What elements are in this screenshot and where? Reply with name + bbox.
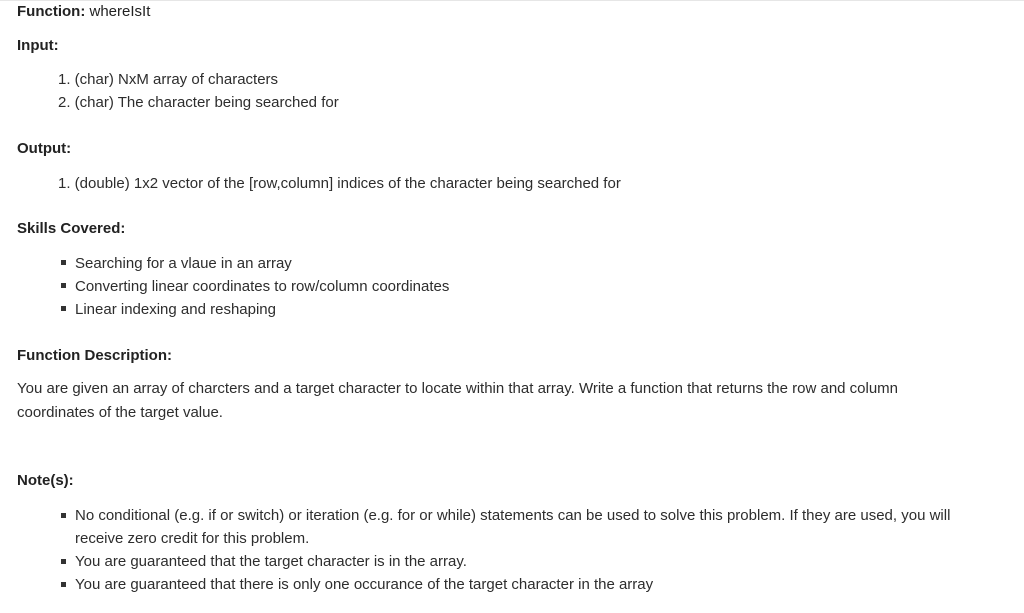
input-heading: Input:: [17, 37, 59, 54]
bullet-icon: [61, 260, 66, 265]
input-item-2: 2. (char) The character being searched for: [58, 94, 339, 111]
bullet-icon: [61, 582, 66, 587]
note-item-3: You are guaranteed that there is only one occurance of the target character in the array: [75, 576, 654, 593]
description-text: You are given an array of charcters and a target character to locate within that array. Write a function that returns the row and column coordinates of the target value.: [17, 380, 899, 421]
note-item-2: You are guaranteed that the target character is in the array.: [75, 553, 467, 570]
skill-item-3: [61, 301, 276, 318]
function-label: Function:: [17, 3, 86, 20]
output-item-1: 1. (double) 1x2 vector of the [row,column] indices of the character being searched for: [58, 175, 621, 192]
bullet-icon: [61, 283, 66, 288]
skill-text-2: Converting linear coordinates to row/column coordinates: [75, 278, 450, 295]
bullet-icon: [61, 513, 66, 518]
skills-heading: Skills Covered:: [17, 220, 126, 237]
input-item-1: 1. (char) NxM array of characters: [58, 71, 279, 88]
skill-item-1: [61, 255, 292, 272]
skill-item-2: [61, 278, 449, 295]
bullet-icon: [61, 306, 66, 311]
skill-text-1: Searching for a vlaue in an array: [75, 255, 292, 272]
notes-heading: Note(s):: [17, 472, 74, 489]
skill-text-3: Linear indexing and reshaping: [75, 301, 276, 318]
function-line: [17, 3, 150, 20]
bullet-icon: [61, 559, 66, 564]
output-heading: Output:: [17, 140, 72, 157]
description-heading: Function Description:: [17, 347, 172, 364]
function-name: whereIsIt: [89, 3, 151, 20]
note-item-1: No conditional (e.g. if or switch) or iteration (e.g. for or while) statements can be used to solve this problem. If they are used, you will receive zero credit for this problem.: [75, 507, 951, 547]
